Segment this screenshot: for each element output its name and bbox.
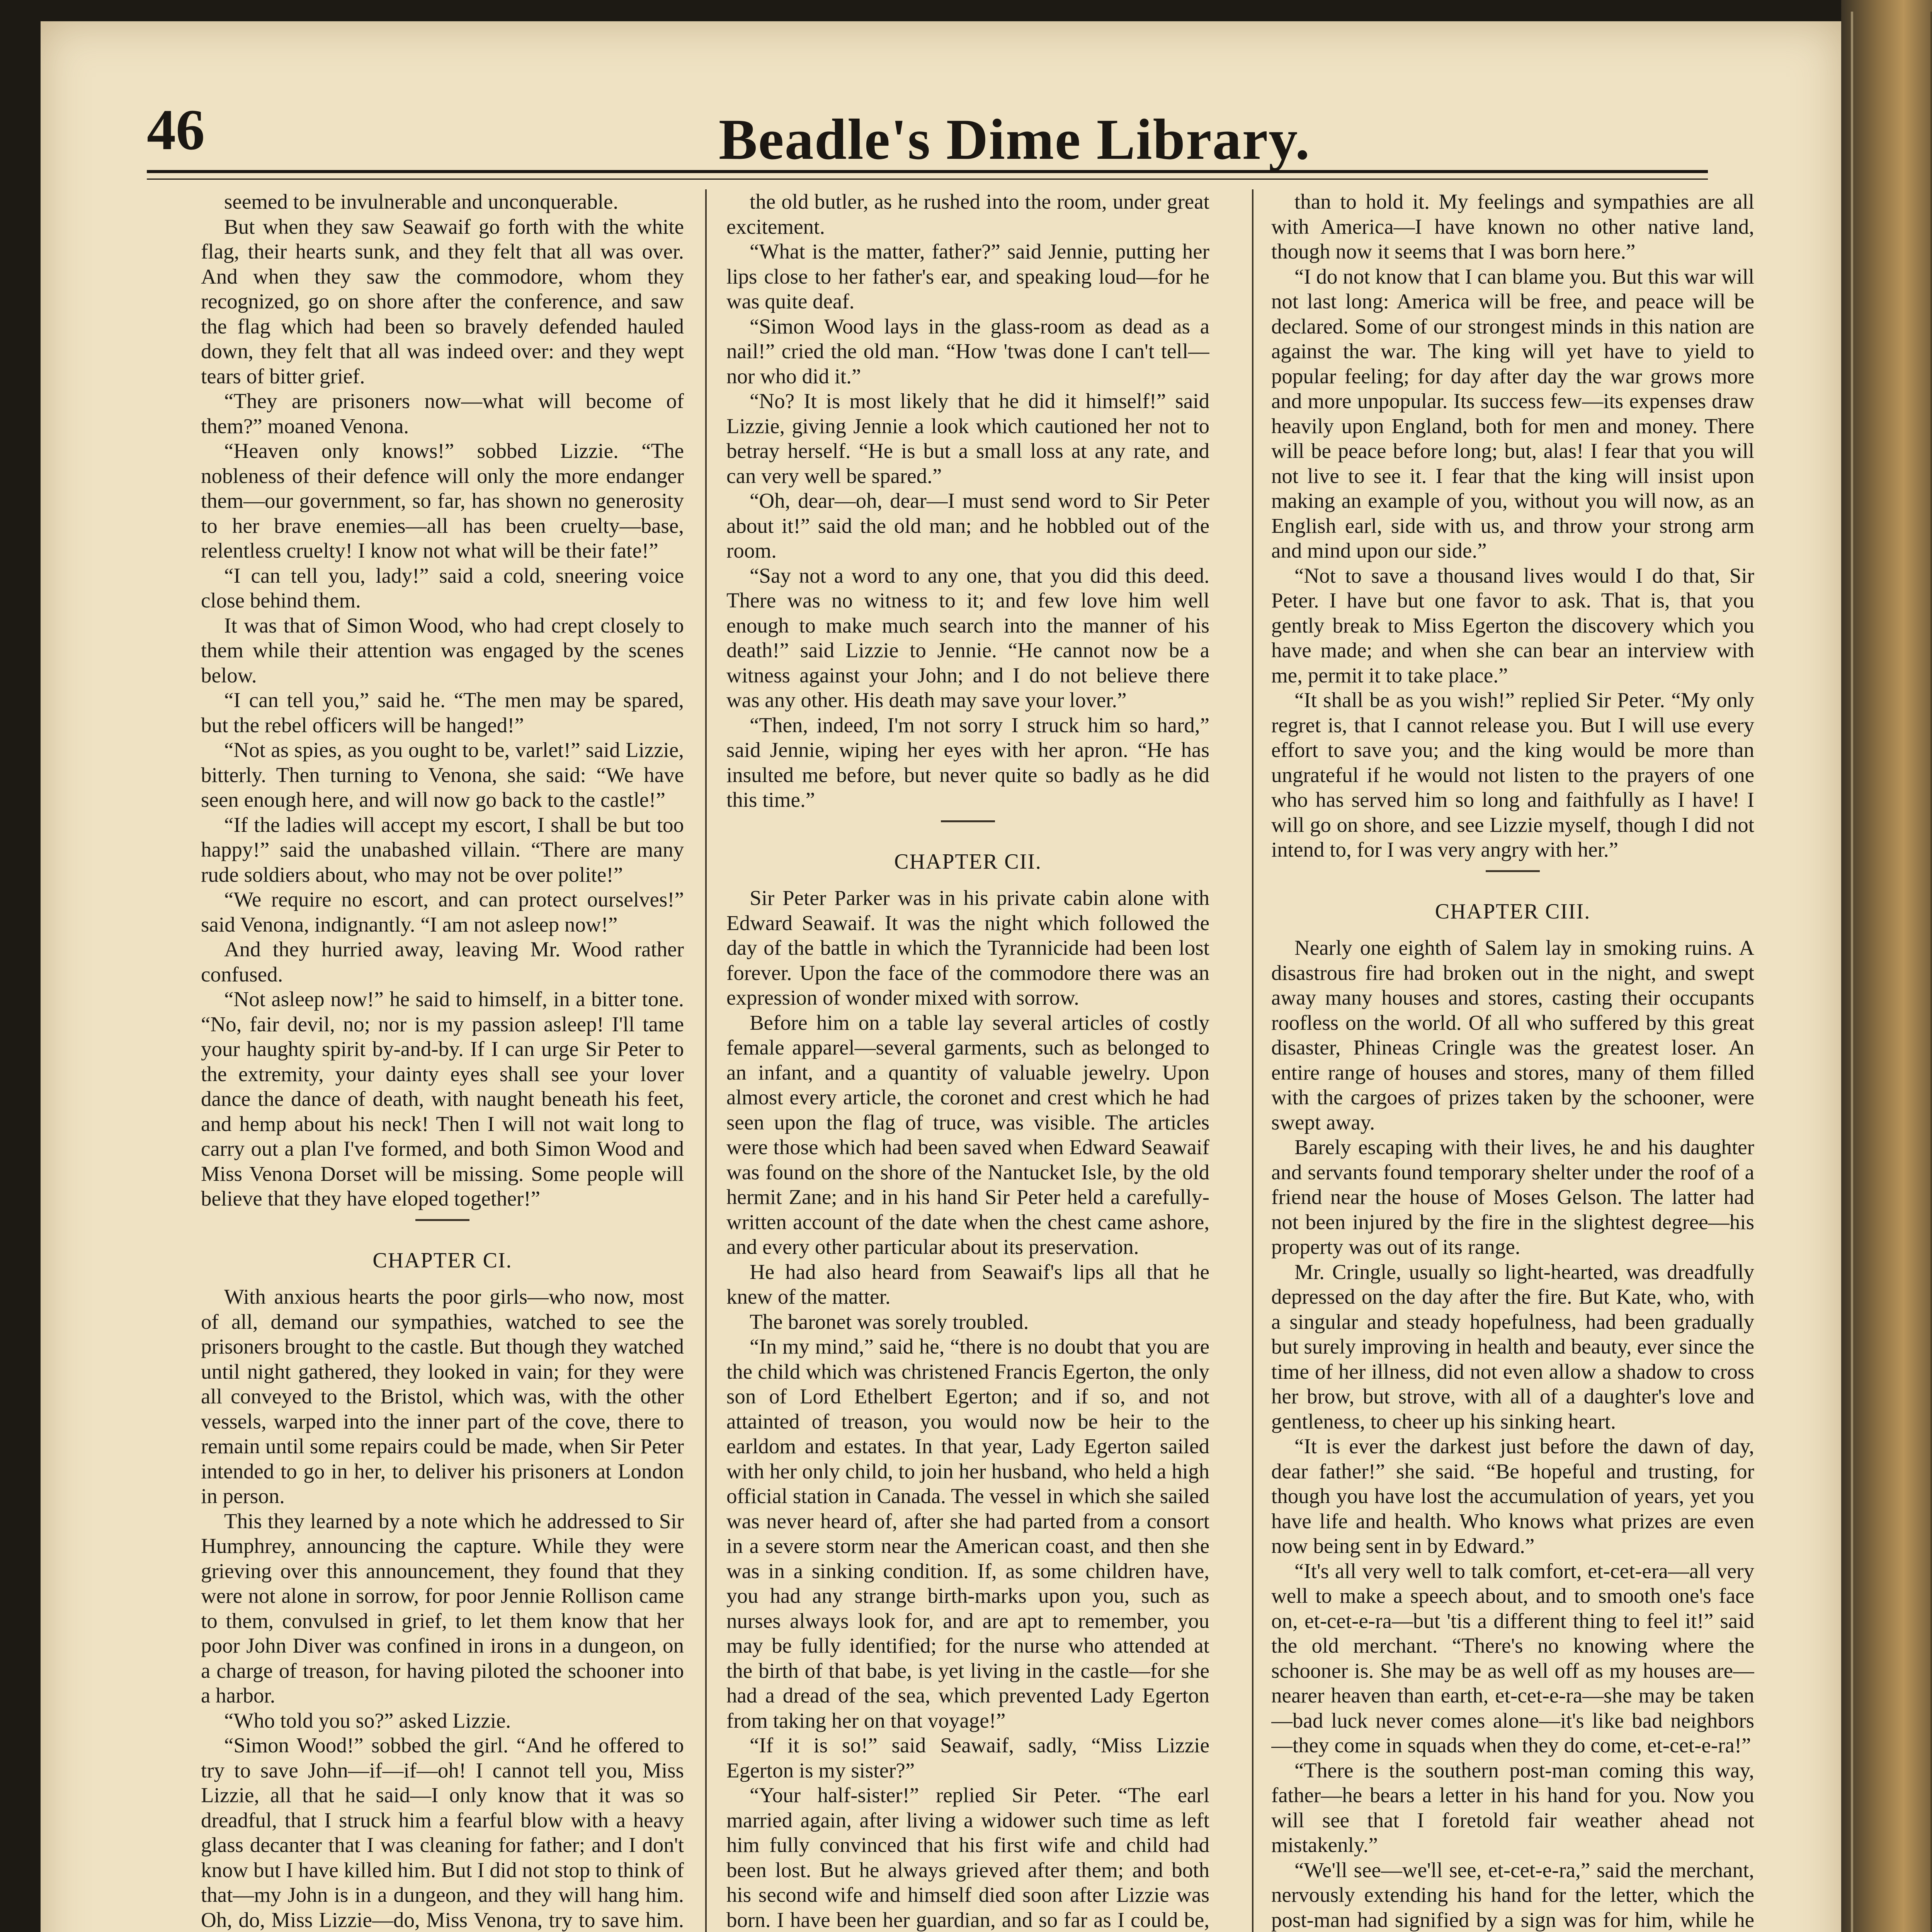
paragraph: “Not asleep now!” he said to himself, in a bitter tone. “No, fair devil, no; nor is my passion asleep! I'll tame your haughty spirit by-and-by. If I can urge Sir Peter to the extremity, your dainty eyes shall see your lover dance the dance of death, with naught beneath his feet, and hemp about his neck! Then I will not wait long to carry out a plan I've formed, and both Simon Wood and Miss Venona Dorset will be missing. Some people will believe that they have eloped together!” [201, 987, 684, 1210]
paragraph: “What is the matter, father?” said Jennie, putting her lips close to her father's ear, and speaking loud—for he was quite deaf. [726, 240, 1209, 313]
paragraph: “Say not a word to any one, that you did this deed. There was no witness to it; and few love him well enough to make much search into the manner of his death!” said Lizzie to Jennie. “He cannot now be a witness against your John; and I do not believe there was any other. His death may save your lover.” [726, 563, 1209, 712]
paragraph: “Not as spies, as you ought to be, varlet!” said Lizzie, bitterly. Then turning to Venona, she said: “We have seen enough here, and will now go back to the castle!” [201, 738, 684, 811]
header-rule [147, 170, 1708, 180]
paragraph: Nearly one eighth of Salem lay in smoking ruins. A disastrous fire had broken out in the night, and swept away many houses and stores, casting their occupants roofless on the world. Of all who suffered by this great disaster, Phineas Cringle was the greatest loser. An entire range of houses and stores, many of them filled with the cargoes of prizes taken by the schooner, were swept away. [1271, 936, 1754, 1134]
paragraph: “No? It is most likely that he did it himself!” said Lizzie, giving Jennie a look which cautioned her not to betray herself. “He is but a small loss at any rate, and can very well be spared.” [726, 389, 1209, 488]
chapter-rule [415, 1219, 469, 1221]
column-divider [705, 189, 707, 1932]
binding-edge [1851, 12, 1932, 1932]
paragraph: “I can tell you, lady!” said a cold, sneering voice close behind them. [201, 563, 684, 612]
paragraph: “We require no escort, and can protect ourselves!” said Venona, indignantly. “I am not asleep now!” [201, 888, 684, 936]
paragraph: “They are prisoners now—what will become of them?” moaned Venona. [201, 389, 684, 438]
paragraph: “Then, indeed, I'm not sorry I struck him so hard,” said Jennie, wiping her eyes with her apron. “He has insulted me before, but never quite so badly as he did this time.” [726, 713, 1209, 811]
paragraph: “I can tell you,” said he. “The men may be spared, but the rebel officers will be hanged!” [201, 688, 684, 737]
paragraph: “If it is so!” said Seawaif, sadly, “Miss Lizzie Egerton is my sister?” [726, 1733, 1209, 1782]
paragraph: “Who told you so?” asked Lizzie. [224, 1708, 511, 1732]
page-header [147, 97, 1708, 182]
chapter-rule [941, 820, 995, 822]
page-number: 46 [147, 98, 205, 162]
paragraph: “Heaven only knows!” sobbed Lizzie. “The nobleness of their defence will only the more endanger them—our government, so far, has shown no generosity to her brave enemies—all has been cruelty—base, relentless cruelty! I know not what will be their fate!” [201, 439, 684, 562]
paragraph: “In my mind,” said he, “there is no doubt that you are the child which was christened Francis Egerton, the only son of Lord Ethelbert Egerton; and if so, and not attainted of treason, you would now be heir to the earldom and estates. In that year, Lady Egerton sailed with her only child, to join her husband, who held a high official station in Canada. The vessel in which she sailed was never heard of, after she had parted from a consort in a severe storm near the American coast, and then she was in a sinking condition. If, as some children have, you had any strange birth-marks upon you, such as nurses always look for, and are apt to remember, you may be fully identified; for the nurse who attended at the birth of that babe, is yet living in the castle—for she had a dread of the sea, which prevented Lady Egerton from taking her on that voyage!” [726, 1335, 1209, 1732]
paragraph: This they learned by a note which he addressed to Sir Humphrey, announcing the capture. While they were grieving over this announcement, they found that they were not alone in sorrow, for poor Jennie Rollison came to them, convulsed in grief, to let them know that her poor John Diver was confined in irons in a dungeon, on a charge of treason, for having piloted the schooner into a harbor. [201, 1509, 684, 1707]
chapter-heading: CHAPTER CII. [894, 849, 1042, 874]
paragraph: Barely escaping with their lives, he and his daughter and servants found temporary shelter under the roof of a friend near the house of Moses Gelson. The latter had not been injured by the fire in the slightest degree—his property was out of its range. [1271, 1135, 1754, 1259]
paragraph: “Simon Wood lays in the glass-room as dead as a nail!” cried the old man. “How 'twas done I can't tell—nor who did it.” [726, 314, 1209, 388]
paragraph: But when they saw Seawaif go forth with the white flag, their hearts sunk, and they felt that all was over. And when they saw the commodore, whom they recognized, go on shore after the conference, and saw the flag which had been so bravely defended hauled down, they felt that all was indeed over: and they wept tears of bitter grief. [201, 214, 684, 388]
paragraph: the old butler, as he rushed into the room, under great excitement. [726, 190, 1209, 238]
paragraph: “It is ever the darkest just before the dawn of day, dear father!” she said. “Be hopeful and trusting, for though you have lost the accumulation of years, yet you have life and health. Who knows what prizes are even now being sent in by Edward.” [1271, 1434, 1754, 1558]
paragraph: “It shall be as you wish!” replied Sir Peter. “My only regret is, that I cannot release you. But I will use every effort to save you; and the king would be more than ungrateful if he would not listen to the prayers of one who has served him so long and faithfully as I have! I will go on shore, and see Lizzie myself, though I did not intend to, for I was very angry with her.” [1271, 688, 1754, 861]
paragraph: “Not to save a thousand lives would I do that, Sir Peter. I have but one favor to ask. That is, that you gently break to Miss Egerton the discovery which you have made; and when she can bear an interview with me, permit it to take place.” [1271, 563, 1754, 687]
paragraph: seemed to be invulnerable and unconquerable. [224, 190, 619, 213]
paragraph: He had also heard from Seawaif's lips all that he knew of the matter. [726, 1260, 1209, 1308]
paragraph: “Your half-sister!” replied Sir Peter. “The earl married again, after living a widower such time as left him fully convinced that his first wife and child had been lost. But he always grieved after them; and both his second wife and himself died soon after Lizzie was born. I have been her guardian, and so far as I could be, [726, 1783, 1209, 1932]
paragraph: “If the ladies will accept my escort, I shall be but too happy!” said the unabashed villain. “There are many rude soldiers about, who may not be over polite!” [201, 813, 684, 886]
paragraph: The baronet was sorely troubled. [750, 1310, 1029, 1333]
paragraph: than to hold it. My feelings and sympathies are all with America—I have known no other native land, though now it seems that I was born here.” [1271, 190, 1754, 263]
paragraph: “Simon Wood!” sobbed the girl. “And he offered to try to save John—if—if—oh! I cannot tell you, Miss Lizzie, all that he said—I only know that it was so dreadful, that I struck him a fearful blow with a heavy glass decanter that I was cleaning for father; and I don't know but I have killed him. But I did not stop to think of that—my John is in a dungeon, and they will hang him. Oh, do, Miss Lizzie—do, Miss Venona, try to save him. [201, 1733, 684, 1932]
paragraph: “There is the southern post-man coming this way, father—he bears a letter in his hand for you. Now you will see that I foretold fair weather ahead not mistakenly.” [1271, 1758, 1754, 1857]
chapter-heading: CHAPTER CIII. [1435, 899, 1591, 923]
paragraph: “It's all very well to talk comfort, et-cet-era—all very well to make a speech about, and to smooth one's face on, et-cet-e-ra—but 'tis a different thing to feel it!” said the old merchant. “There's no knowing where the schooner is. She may be as well off as my houses are—nearer heaven than earth, et-cet-e-ra—she may be taken—bad luck never comes alone—it's like bad neighbors—they come in squads when they do come, et-cet-e-ra!” [1271, 1559, 1754, 1757]
chapter-heading: CHAPTER CI. [372, 1248, 512, 1272]
text-column-3 [1271, 189, 1754, 1932]
column-divider [1252, 189, 1253, 1932]
paragraph: Sir Peter Parker was in his private cabin alone with Edward Seawaif. It was the night which followed the day of the battle in which the Tyrannicide had been lost forever. Upon the face of the commodore there was an expression of wonder mixed with sorrow. [726, 886, 1209, 1009]
paragraph: It was that of Simon Wood, who had crept closely to them while their attention was engaged by the scenes below. [201, 613, 684, 687]
paragraph: And they hurried away, leaving Mr. Wood rather confused. [201, 937, 684, 986]
text-column-1 [201, 189, 684, 1932]
paragraph: With anxious hearts the poor girls—who now, most of all, demand our sympathies, watched to see the prisoners brought to the castle. But though they watched until night gathered, they looked in vain; for they were all conveyed to the Bristol, which was, with the other vessels, warped into the inner part of the cove, there to remain until some repairs could be made, when Sir Peter intended to go in her, to deliver his prisoners at London in person. [201, 1285, 684, 1508]
paragraph: “We'll see—we'll see, et-cet-e-ra,” said the merchant, nervously extending his hand for the letter, which the post-man had signified by a sign was for him, while he [1271, 1858, 1754, 1932]
paragraph: Before him on a table lay several articles of costly female apparel—several garments, such as belonged to an infant, and a quantity of valuable jewelry. Upon almost every article, the coronet and crest which he had seen upon the flag of truce, was visible. The articles were those which had been saved when Edward Seawaif was found on the shore of the Nantucket Isle, by the old hermit Zane; and in his hand Sir Peter held a carefully-written account of the date when the chest came ashore, and every other particular about its preservation. [726, 1010, 1209, 1259]
text-column-2 [726, 189, 1209, 1932]
paragraph: “I do not know that I can blame you. But this war will not last long: America will be free, and peace will be declared. Some of our strongest minds in this nation are against the war. The king will yet have to yield to popular feeling; for day after day the war grows more and more unpopular. Its success few—its expenses draw heavily upon England, both for men and money. There will be peace before long; but, alas! I fear that you will not live to see it. I fear that the king will insist upon making an example of you, without you will now, as an English earl, side with us, and throw your strong arm and mind upon our side.” [1271, 264, 1754, 562]
paragraph: Mr. Cringle, usually so light-hearted, was dreadfully depressed on the day after the fire. But Kate, who, with a singular and steady hopefulness, had been gradually but surely improving in health and beauty, ever since the time of her illness, did not even allow a shadow to cross her brow, but strove, with all of a daughter's love and gentleness, to cheer up his sinking heart. [1271, 1260, 1754, 1433]
page-title: Beadle's Dime Library. [719, 107, 1311, 172]
paragraph: “Oh, dear—oh, dear—I must send word to Sir Peter about it!” said the old man; and he hobbled out of the room. [726, 489, 1209, 562]
chapter-rule [1486, 870, 1540, 872]
